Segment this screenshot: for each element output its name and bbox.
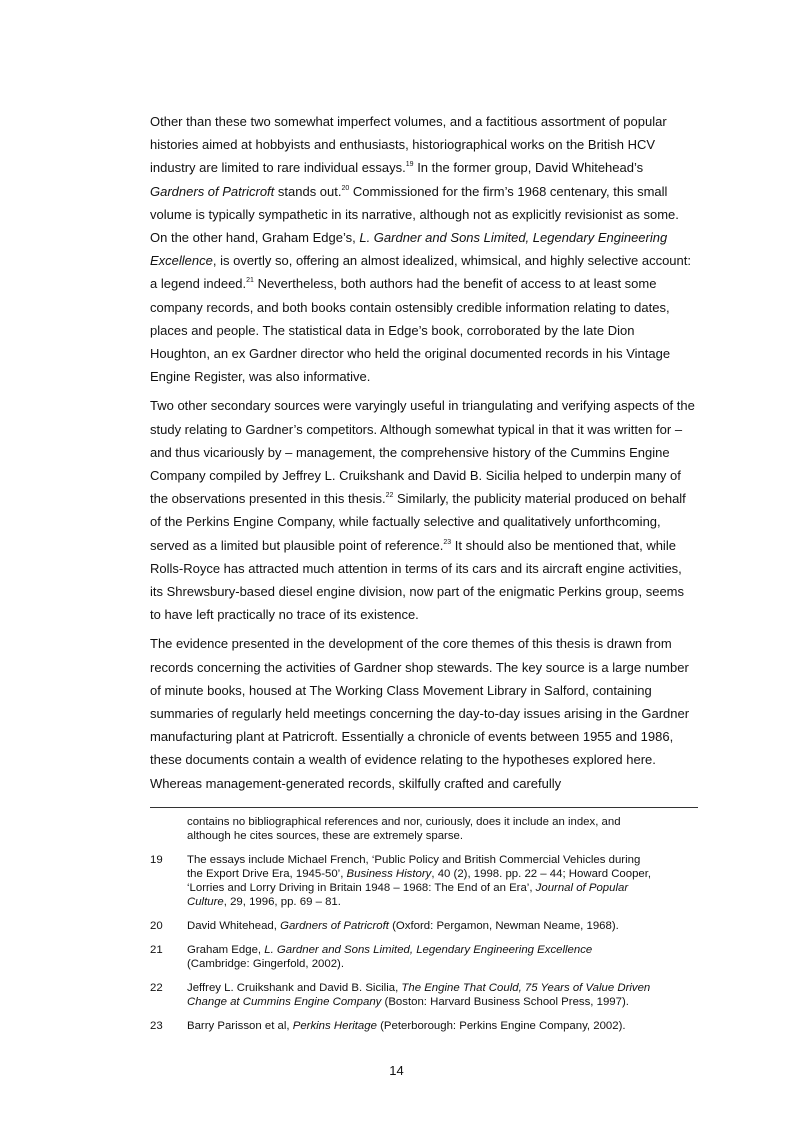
italic-title: L. Gardner and Sons Limited, Legendary Engineering Excellence [150,230,668,269]
page-number: 14 [389,1063,404,1078]
text-run: In the former group, David Whitehead’s [413,160,644,176]
paragraph [150,632,698,794]
footnote-text [187,919,698,933]
text-run: , 29, 1996, pp. 69 – 81. [223,896,341,908]
text-run: Graham Edge, [187,944,265,956]
footnote [150,815,698,843]
footnote-reference: 22 [385,492,394,500]
footnote-number [150,815,187,843]
text-run: , is overtly so, offering an almost idealized, whimsical, and highly selective account: a legend indeed. [150,253,691,292]
footnote-text [187,943,698,971]
footnote-number: 21 [150,944,163,956]
text-run: Similarly, the publicity material produced on behalf of the Perkins Engine Company, while factually selective and qualitatively unforthcoming, served as a limited but plausible point of reference. [150,491,686,553]
footnote-text [187,1019,698,1033]
italic-title: Business History [346,868,432,880]
text-run: (Oxford: Pergamon, Newman Neame, 1968). [388,920,619,932]
italic-title: Perkins Heritage [292,1020,377,1032]
italic-title: The Engine That Could, 75 Years of Value Driven Change at Cummins Engine Company [187,982,651,1008]
text-run: Barry Parisson et al, [187,1020,293,1032]
text-run: (Cambridge: Gingerfold, 2002). [187,958,345,970]
footnote-reference: 23 [443,538,452,546]
paragraph [150,110,698,388]
paragraph [150,394,698,626]
footnote-reference: 20 [341,184,350,192]
footnote-reference: 19 [405,161,414,169]
text-run: David Whitehead, [187,920,281,932]
text-run: Commissioned for the firm’s 1968 centenary, this small volume is typically sympathetic in its narrative, although not as explicitly revisionist as some. On the other hand, Graham Edge’s, [150,183,679,246]
text-run: , 40 (2), 1998. pp. 22 – 44; Howard Cooper, ‘Lorries and Lorry Driving in Britain 1948 – 1968: The End of an Era’, [187,868,652,894]
text-run: The essays include Michael French, ‘Public Policy and British Commercial Vehicles during the Export Drive Era, 1945-50’, [187,854,641,880]
footnotes [150,815,698,1043]
footnote-text [187,815,698,843]
text-run: stands out. [274,183,342,199]
text-run: contains no bibliographical references and nor, curiously, does it include an index, and although he cites sources, these are extremely sparse. [187,816,621,842]
italic-title: Gardners of Patricroft [280,920,389,932]
text-run: (Boston: Harvard Business School Press, 1997). [381,996,629,1008]
italic-title: Gardners of Patricroft [150,183,275,199]
footnote [150,981,698,1009]
text-run: Other than these two somewhat imperfect volumes, and a factitious assortment of popular histories aimed at hobbyists and enthusiasts, historiographical works on the British HCV industry are limited to rare individual essays. [150,114,667,176]
footnote-text [187,853,698,909]
footnote-number: 19 [150,854,163,866]
footnote [150,919,698,933]
text-run: The evidence presented in the development of the core themes of this thesis is drawn from records concerning the activities of Gardner shop stewards. The key source is a large number of minute books, housed at The Working Class Movement Library in Salford, containing summaries of regularly held meetings concerning the day-to-day issues arising in the Gardner manufacturing plant at Patricroft. Essentially a chronicle of events between 1955 and 1986, these documents contain a wealth of evidence relating to the hypotheses explored here. Whereas management-generated records, skilfully crafted and carefully [150,636,690,791]
footnote-separator [150,807,698,808]
italic-title: L. Gardner and Sons Limited, Legendary Engineering Excellence [264,944,593,956]
italic-title: Journal of Popular Culture [187,882,629,908]
text-run: Jeffrey L. Cruikshank and David B. Sicilia, [187,982,402,994]
footnote-text [187,981,698,1009]
footnote-reference: 21 [246,277,254,285]
footnote [150,853,698,909]
footnote [150,1019,698,1033]
text-run: (Peterborough: Perkins Engine Company, 2002). [376,1020,626,1032]
footnote-number: 22 [150,982,163,994]
footnote-number: 20 [150,920,163,932]
footnote-number: 23 [150,1020,163,1032]
footnote [150,943,698,971]
text-run: It should also be mentioned that, while Rolls-Royce has attracted much attention in terms of its cars and its aircraft engine activities, its Shrewsbury-based diesel engine division, now part of the enigmatic Perkins group, seems to have left practically no trace of its existence. [150,537,684,623]
body-text [150,110,698,801]
text-run: Two other secondary sources were varyingly useful in triangulating and verifying aspects of the study relating to Gardner’s competitors. Although somewhat typical in that it was written for – and thus vicariously by – management, the comprehensive history of the Cummins Engine Company compiled by Jeffrey L. Cruikshank and David B. Sicilia helped to underpin many of the observations presented in this thesis. [150,398,695,507]
text-run: Nevertheless, both authors had the benefit of access to at least some company records, and both books contain ostensibly credible information relating to dates, places and people. The statistical data in Edge’s book, corroborated by the late Dion Houghton, an ex Gardner director who held the original documented records in his Vintage Engine Register, was also informative. [150,276,671,385]
